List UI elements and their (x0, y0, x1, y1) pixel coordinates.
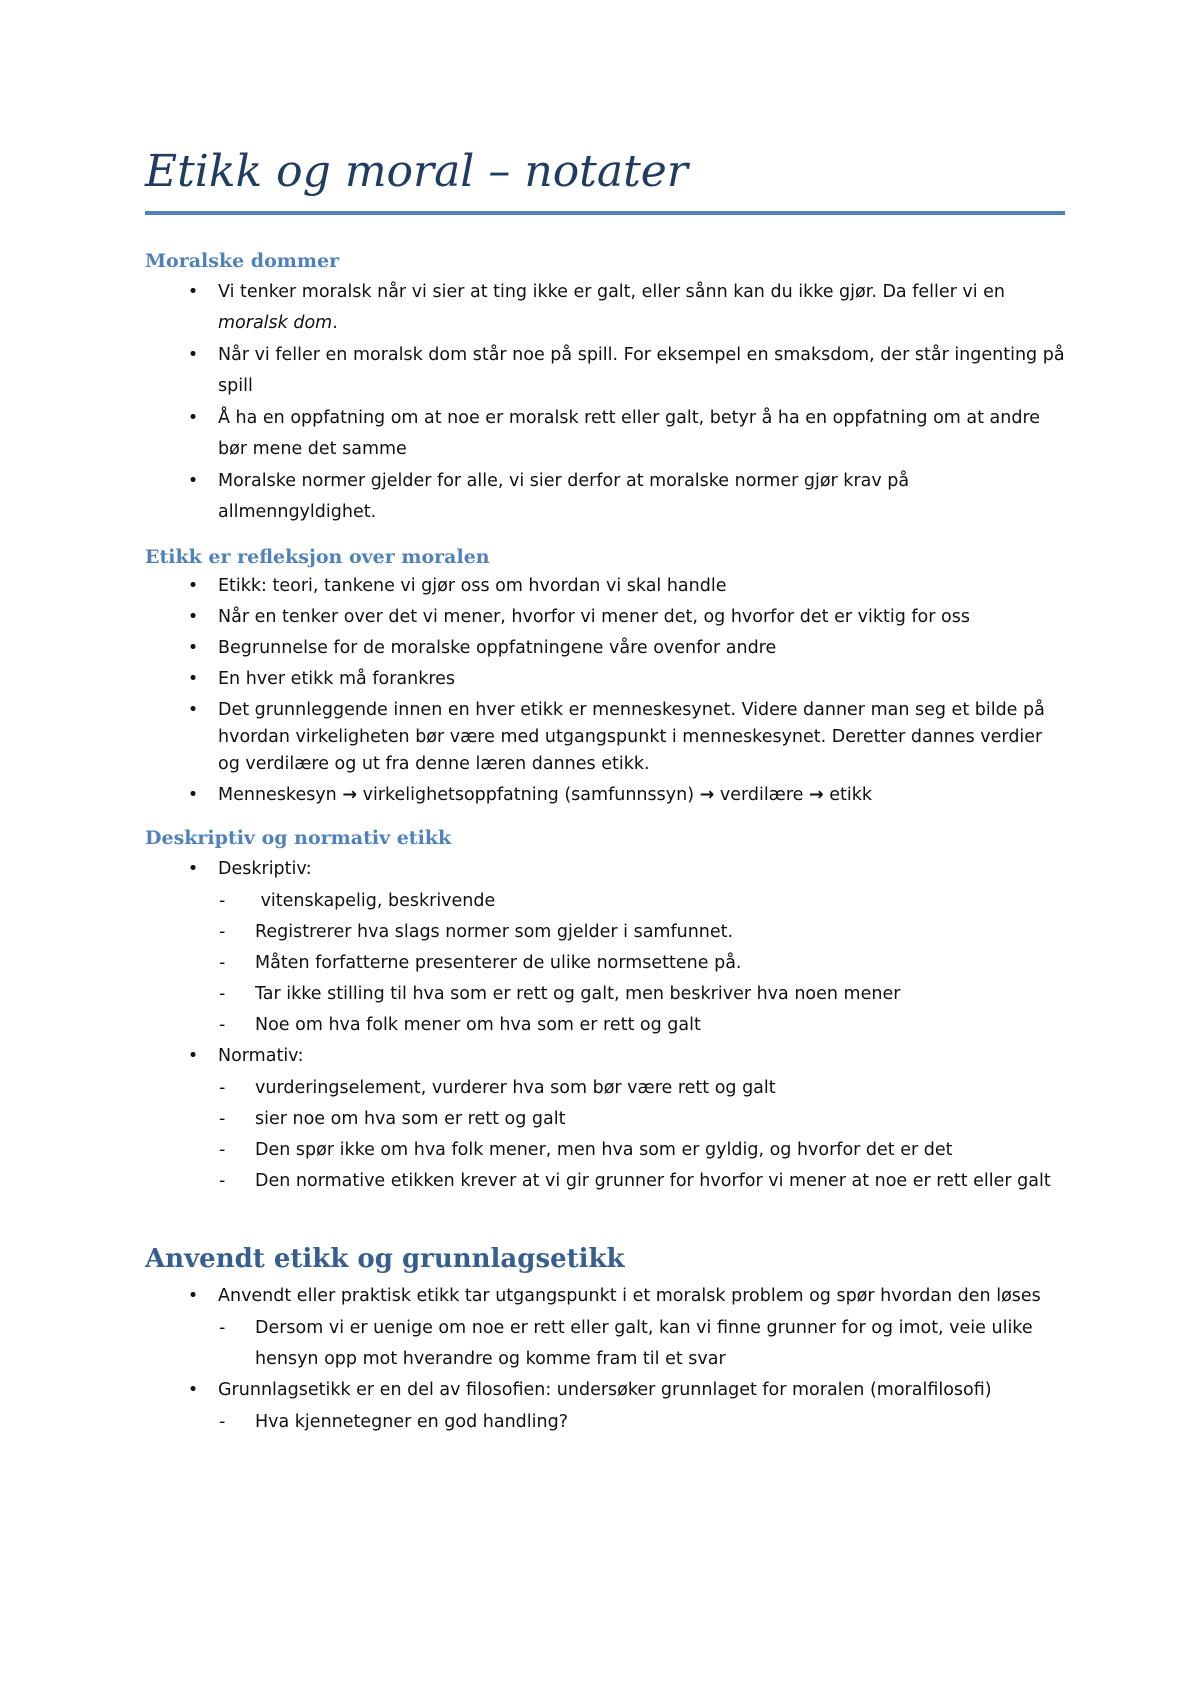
dash-marker: - (219, 1318, 226, 1338)
heading-deskriptiv-normativ: Deskriptiv og normativ etikk (145, 827, 452, 849)
sublist-item (145, 1407, 1065, 1438)
item-text: Måten forfatterne presenterer de ulike normsettene på. (255, 953, 742, 973)
bullet-marker: • (187, 638, 199, 658)
sublist-item (145, 1073, 1065, 1104)
item-text: Hva kjennetegner en god handling? (255, 1412, 569, 1432)
item-text: Det grunnleggende innen en hver etikk er menneskesynet. Videre danner man seg et bilde på hvordan virkeligheten bør være med utgangspunkt i menneskesynet. Deretter dannes verdier og verdilære og ut fra denne læren dannes etikk. (218, 700, 1045, 774)
dash-marker: - (219, 1109, 226, 1129)
list-etikk-refleksjon (145, 573, 1065, 809)
list-item (145, 1041, 1065, 1072)
item-text-end: . (332, 313, 338, 333)
arrow-right-icon: → (342, 785, 358, 805)
list-item (145, 854, 1065, 885)
item-text: Normativ: (218, 1046, 304, 1066)
sublist-item (145, 979, 1065, 1010)
item-text: Begrunnelse for de moralske oppfatningene våre ovenfor andre (218, 638, 777, 658)
list-item (145, 1281, 1065, 1312)
item-text: Tar ikke stilling til hva som er rett og galt, men beskriver hva noen mener (255, 984, 901, 1004)
list-item (145, 573, 1065, 600)
heading-etikk-refleksjon: Etikk er refleksjon over moralen (145, 546, 490, 568)
list-item (145, 466, 1065, 528)
list-anvendt (145, 1281, 1065, 1312)
chain-part: Menneskesyn (218, 785, 337, 805)
item-text: Deskriptiv: (218, 859, 312, 879)
list-item (145, 635, 1065, 662)
dash-marker: - (219, 953, 226, 973)
bullet-marker: • (187, 576, 199, 596)
bullet-marker: • (187, 471, 199, 491)
bullet-marker: • (187, 700, 199, 720)
sublist-item (145, 1010, 1065, 1041)
item-text: En hver etikk må forankres (218, 669, 456, 689)
list-item (145, 1375, 1065, 1406)
list-item (145, 782, 1065, 809)
list-grunnlagsetikk (145, 1375, 1065, 1406)
list-item (145, 340, 1065, 402)
sublist-grunnlagsetikk (145, 1407, 1065, 1438)
list-moralske-dommer (145, 277, 1065, 528)
title-underline (145, 211, 1065, 215)
bullet-marker: • (187, 345, 199, 365)
item-text: Noe om hva folk mener om hva som er rett og galt (255, 1015, 701, 1035)
item-text: Den normative etikken krever at vi gir grunner for hvorfor vi mener at noe er rett eller galt (255, 1171, 1051, 1191)
list-item (145, 604, 1065, 631)
item-text: Å ha en oppfatning om at noe er moralsk rett eller galt, betyr å ha en oppfatning om at andre bør mene det samme (218, 408, 1041, 459)
document-body (145, 248, 1065, 1438)
bullet-marker: • (187, 669, 199, 689)
item-text: Den spør ikke om hva folk mener, men hva som er gyldig, og hvorfor det er det (255, 1140, 953, 1160)
italic-term: moralsk dom (218, 313, 333, 333)
bullet-marker: • (187, 785, 199, 805)
dash-marker: - (219, 984, 226, 1004)
item-text: Etikk: teori, tankene vi gjør oss om hvordan vi skal handle (218, 576, 727, 596)
item-text: vurderingselement, vurderer hva som bør være rett og galt (255, 1078, 776, 1098)
chain-part: etikk (829, 785, 873, 805)
list-item (145, 403, 1065, 465)
arrow-right-icon: → (809, 785, 824, 805)
bullet-marker: • (187, 1046, 199, 1066)
item-text: Vi tenker moralsk når vi sier at ting ikke er galt, eller sånn kan du ikke gjør. Da feller vi en (218, 282, 1006, 302)
sublist-deskriptiv (145, 886, 1065, 1041)
bullet-marker: • (187, 408, 199, 428)
sublist-item (145, 1104, 1065, 1135)
sublist-normativ (145, 1073, 1065, 1197)
bullet-marker: • (187, 1286, 199, 1306)
list-item (145, 277, 1065, 339)
item-text: Når en tenker over det vi mener, hvorfor vi mener det, og hvorfor det er viktig for oss (218, 607, 970, 627)
heading-anvendt-grunnlagsetikk: Anvendt etikk og grunnlagsetikk (145, 1244, 625, 1274)
item-text: Dersom vi er uenige om noe er rett eller galt, kan vi finne grunner for og imot, veie ulike hensyn opp mot hverandre og komme fram til et svar (255, 1318, 1033, 1369)
item-text: Grunnlagsetikk er en del av filosofien: undersøker grunnlaget for moralen (moralfilosofi) (218, 1380, 992, 1400)
bullet-marker: • (187, 1380, 199, 1400)
sublist-anvendt (145, 1313, 1065, 1375)
dash-marker: - (219, 891, 226, 911)
dash-marker: - (219, 1015, 226, 1035)
bullet-marker: • (187, 282, 199, 302)
list-deskriptiv-normativ (145, 854, 1065, 885)
sublist-item (145, 1166, 1065, 1197)
list-item (145, 697, 1065, 778)
sublist-item (145, 886, 1065, 917)
item-text: Anvendt eller praktisk etikk tar utgangspunkt i et moralsk problem og spør hvordan den løses (218, 1286, 1041, 1306)
bullet-marker: • (187, 859, 199, 879)
item-text: sier noe om hva som er rett og galt (255, 1109, 566, 1129)
item-text: Når vi feller en moralsk dom står noe på spill. For eksempel en smaksdom, der står ingenting på spill (218, 345, 1065, 396)
sublist-item (145, 948, 1065, 979)
item-text: Registrerer hva slags normer som gjelder i samfunnet. (255, 922, 734, 942)
sublist-item (145, 1313, 1065, 1375)
dash-marker: - (219, 1171, 226, 1191)
dash-marker: - (219, 1412, 226, 1432)
bullet-marker: • (187, 607, 199, 627)
sublist-item (145, 1135, 1065, 1166)
dash-marker: - (219, 1140, 226, 1160)
dash-marker: - (219, 922, 226, 942)
list-normativ (145, 1041, 1065, 1072)
item-text: Moralske normer gjelder for alle, vi sier derfor at moralske normer gjør krav på allmenngyldighet. (218, 471, 910, 522)
sublist-item (145, 917, 1065, 948)
chain-part: virkelighetsoppfatning (samfunnssyn) (362, 785, 695, 805)
chain-part: verdilære (719, 785, 804, 805)
list-item (145, 666, 1065, 693)
heading-moralske-dommer: Moralske dommer (145, 250, 340, 272)
arrow-right-icon: → (699, 785, 715, 805)
page-title: Etikk og moral – notater (145, 146, 688, 197)
item-text: vitenskapelig, beskrivende (255, 891, 496, 911)
dash-marker: - (219, 1078, 226, 1098)
